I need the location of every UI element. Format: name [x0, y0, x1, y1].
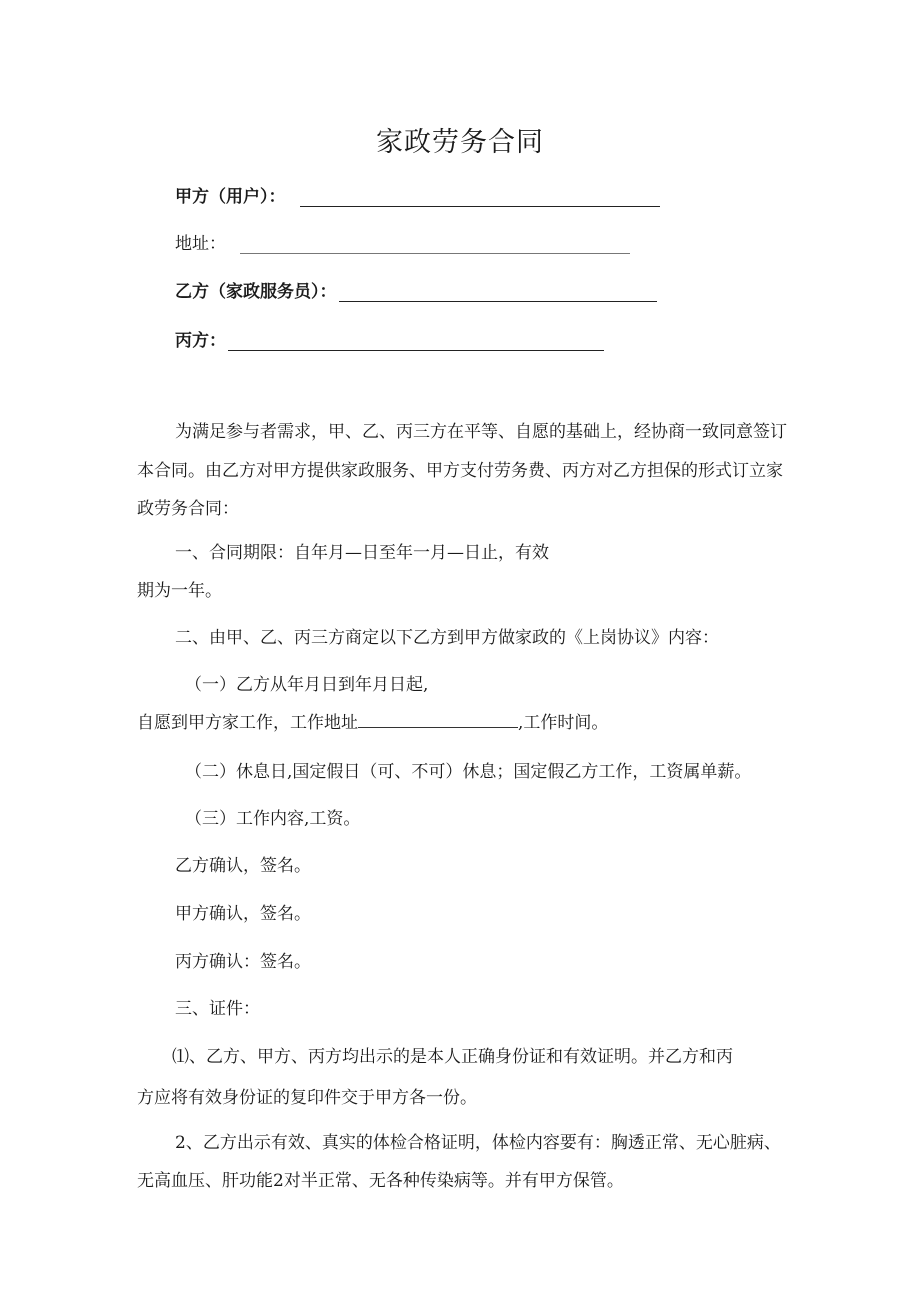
address-blank[interactable]	[240, 239, 630, 254]
party-b-row	[175, 277, 657, 302]
party-a-blank[interactable]	[300, 192, 660, 207]
section3-item1-line-2: 方应将有效身份证的复印件交于甲方各一份。	[137, 1088, 477, 1108]
work-address-label: 自愿到甲方家工作，工作地址	[137, 713, 358, 733]
section2-heading: 二、由甲、乙、丙三方商定以下乙方到甲方做家政的《上岗协议》内容：	[175, 628, 719, 648]
section2-item3: （三）工作内容,工资。	[185, 809, 361, 829]
confirm-party-a: 甲方确认，签名。	[175, 904, 311, 924]
address-label: 地址：	[175, 234, 226, 254]
work-address-blank[interactable]	[358, 713, 518, 728]
party-b-label: 乙方（家政服务员）：	[175, 282, 337, 302]
address-row	[175, 229, 630, 254]
document-title: 家政劳务合同	[376, 127, 544, 158]
party-a-row	[175, 182, 660, 207]
section1-line-1: 一、合同期限：自年月—日至年一月—日止，有效	[175, 543, 549, 563]
party-a-label: 甲方（用户）：	[175, 187, 286, 207]
party-c-row	[175, 326, 604, 351]
party-c-blank[interactable]	[228, 336, 604, 351]
section1-line-2: 期为一年。	[137, 581, 222, 601]
work-time-label: ,工作时间。	[518, 713, 609, 733]
section3-heading: 三、证件：	[175, 999, 260, 1019]
intro-line-2: 本合同。由乙方对甲方提供家政服务、甲方支付劳务费、丙方对乙方担保的形式订立家	[137, 461, 783, 481]
section2-item1-line-1: （一）乙方从年月日到年月日起,	[185, 675, 429, 695]
section3-item1-line-1: ⑴、乙方、甲方、丙方均出示的是本人正确身份证和有效证明。并乙方和丙	[172, 1047, 733, 1067]
section3-item2-line-2: 无高血压、肝功能2对半正常、无各种传染病等。并有甲方保管。	[137, 1171, 624, 1191]
intro-line-1: 为满足参与者需求，甲、乙、丙三方在平等、自愿的基础上，经协商一致同意签订	[175, 422, 787, 442]
party-c-label: 丙方：	[175, 331, 226, 351]
section3-item2-line-1: 2、乙方出示有效、真实的体检合格证明，体检内容要有：胸透正常、无心脏病、	[175, 1133, 781, 1153]
confirm-party-b: 乙方确认，签名。	[175, 856, 311, 876]
section2-item1-line-2	[137, 708, 608, 733]
intro-line-3: 政劳务合同：	[137, 499, 239, 519]
section2-item2: （二）休息日,国定假日（可、不可）休息；国定假乙方工作，工资属单薪。	[185, 762, 752, 782]
confirm-party-c: 丙方确认：签名。	[175, 952, 311, 972]
party-b-blank[interactable]	[339, 287, 657, 302]
